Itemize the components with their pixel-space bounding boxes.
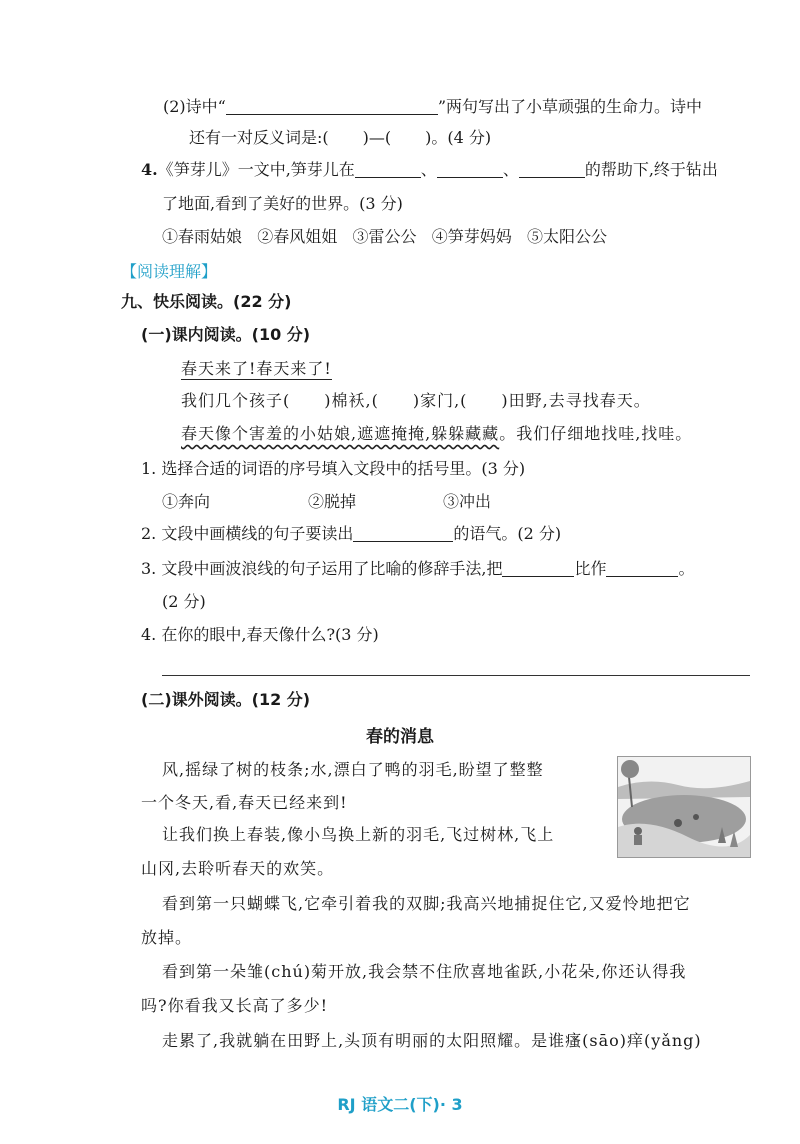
article-p5-l1: 走累了,我就躺在田野上,头顶有明丽的太阳照耀。是谁瘙(sāo)痒(yǎng) <box>162 1031 702 1050</box>
spring-pond-illustration <box>617 756 751 858</box>
article-p3-l1: 看到第一只蝴蝶飞,它牵引着我的双脚;我高兴地捕捉住它,又爱怜地把它 <box>162 894 691 913</box>
illustration-svg <box>618 757 750 857</box>
nine-q1: 1. 选择合适的词语的序号填入文段中的括号里。(3 分) <box>141 459 526 478</box>
q2-antonym-c: )。(4 分) <box>425 128 492 147</box>
article-p4-l1: 看到第一朵雏(chú)菊开放,我会禁不住欣喜地雀跃,小花朵,你还认得我 <box>162 962 687 981</box>
nine-q3-blank-1[interactable] <box>502 560 574 577</box>
passage-line3 <box>181 423 692 445</box>
passage-l2-d: )田野,去寻找春天。 <box>501 391 651 410</box>
nine-q2-blank[interactable] <box>353 525 453 542</box>
nine-q3-blank-2[interactable] <box>606 560 678 577</box>
section-tag-reading: 【阅读理解】 <box>121 262 218 281</box>
q2-antonym-a: 还有一对反义词是:( <box>189 128 329 147</box>
q2-blank[interactable] <box>226 98 438 115</box>
q4-sep1: 、 <box>420 160 437 179</box>
passage-l2-b: )棉袄,( <box>324 391 379 410</box>
q4-line2: 了地面,看到了美好的世界。(3 分) <box>162 194 403 213</box>
nine-q1-opt2: ②脱掉 <box>308 492 357 511</box>
nine-q3-a: 3. 文段中画波浪线的句子运用了比喻的修辞手法,把 <box>141 559 503 578</box>
article-p2-l1: 让我们换上春装,像小鸟换上新的羽毛,飞过树林,飞上 <box>162 825 555 844</box>
article-title: 春的消息 <box>366 727 434 747</box>
nine-q1-opt1: ①奔向 <box>162 492 211 511</box>
article-p2-l2: 山冈,去聆听春天的欢笑。 <box>141 859 335 878</box>
passage-l2-a: 我们几个孩子( <box>181 391 291 410</box>
q2-prefix: (2)诗中“ <box>163 97 226 116</box>
part2-title: (二)课外阅读。(12 分) <box>141 690 311 709</box>
page-footer: RJ 语文二(下)· 3 <box>337 1095 463 1114</box>
passage-line1 <box>181 358 332 380</box>
article-p1-l2: 一个冬天,看,春天已经来到! <box>141 793 348 812</box>
nine-q3-c: 。 <box>678 559 695 578</box>
q4-line1 <box>141 159 718 181</box>
passage-l3-rest: 。我们仔细地找哇,找哇。 <box>499 424 693 443</box>
nine-q3-b: 比作 <box>574 559 607 578</box>
q4-number: 4. <box>141 160 158 179</box>
nine-q4-answer-line[interactable] <box>162 675 750 676</box>
article-p4-l2: 吗?你看我又长高了多少! <box>141 996 329 1015</box>
q2-line2 <box>189 127 491 149</box>
nine-title: 九、快乐阅读。(22 分) <box>121 292 292 311</box>
nine-q1-opt3: ③冲出 <box>443 492 492 511</box>
nine-q2 <box>141 523 561 545</box>
q2-suffix: ”两句写出了小草顽强的生命力。诗中 <box>437 97 703 116</box>
nine-q2-b: 的语气。(2 分) <box>453 524 562 543</box>
q4-text-a: 《笋芽儿》一文中,笋芽儿在 <box>157 160 355 179</box>
article-p3-l2: 放掉。 <box>141 928 193 947</box>
q4-blank-2[interactable] <box>437 161 503 178</box>
nine-q3 <box>141 558 694 580</box>
nine-q2-a: 2. 文段中画横线的句子要读出 <box>141 524 354 543</box>
passage-underlined: 春天来了!春天来了! <box>181 359 332 378</box>
q2-antonym-b: )—( <box>362 128 392 147</box>
q4-text-b: 的帮助下,终于钻出 <box>584 160 718 179</box>
nine-q4: 4. 在你的眼中,春天像什么?(3 分) <box>141 625 379 644</box>
q4-sep2: 、 <box>502 160 519 179</box>
part1-title: (一)课内阅读。(10 分) <box>141 325 311 344</box>
passage-l2-c: )家门,( <box>412 391 468 410</box>
q2-line1 <box>163 96 702 118</box>
q4-options: ①春雨姑娘 ②春风姐姐 ③雷公公 ④笋芽妈妈 ⑤太阳公公 <box>162 227 608 246</box>
q4-blank-3[interactable] <box>519 161 585 178</box>
article-p1-l1: 风,摇绿了树的枝条;水,漂白了鸭的羽毛,盼望了整整 <box>162 760 544 779</box>
passage-line2 <box>181 390 651 412</box>
nine-q3-score: (2 分) <box>162 592 206 611</box>
passage-wavy: 春天像个害羞的小姑娘,遮遮掩掩,躲躲藏藏 <box>181 424 500 443</box>
q4-blank-1[interactable] <box>355 161 421 178</box>
